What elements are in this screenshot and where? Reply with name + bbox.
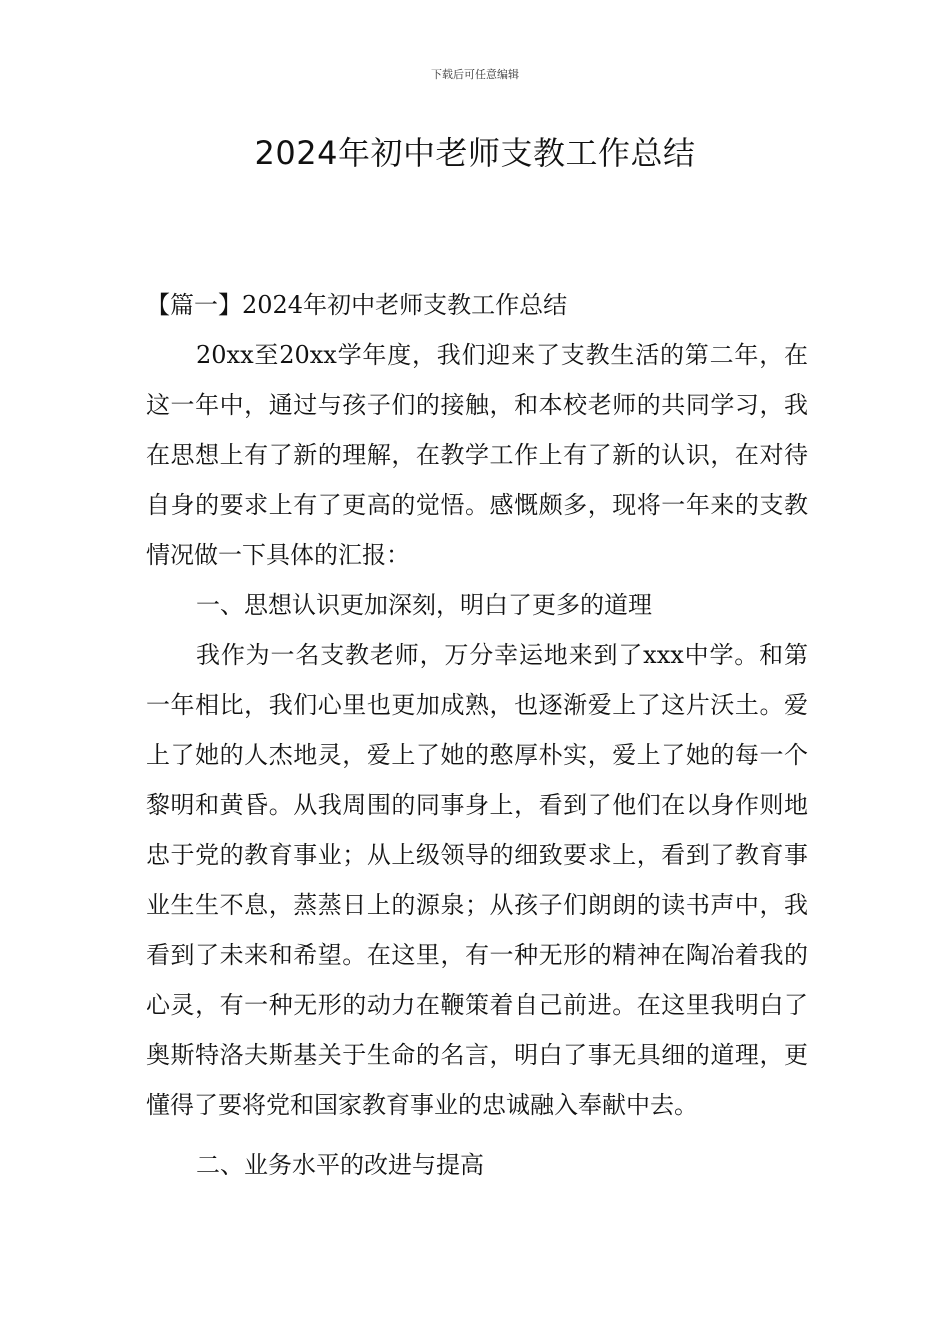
document-title: 2024年初中老师支教工作总结 <box>254 134 696 172</box>
document-body <box>146 280 808 1190</box>
body-paragraph-1: 我作为一名支教老师，万分幸运地来到了xxx中学。和第一年相比，我们心里也更加成熟，也逐渐爱上了这片沃土。爱上了她的人杰地灵，爱上了她的憨厚朴实，爱上了她的每一个黎明和黄昏。从我周围的同事身上，看到了他们在以身作则地忠于党的教育事业；从上级领导的细致要求上，看到了教育事业生生不息，蒸蒸日上的源泉；从孩子们朗朗的读书声中，我看到了未来和希望。在这里，有一种无形的精神在陶冶着我的心灵，有一种无形的动力在鞭策着自己前进。在这里我明白了奥斯特洛夫斯基关于生命的名言，明白了事无具细的道理，更懂得了要将党和国家教育事业的忠诚融入奉献中去。 <box>146 641 808 1119</box>
section-heading-2: 二、业务水平的改进与提高 <box>196 1151 484 1179</box>
section-heading-1: 一、思想认识更加深刻，明白了更多的道理 <box>196 591 652 619</box>
header-note: 下载后可任意编辑 <box>431 68 519 81</box>
part-heading: 【篇一】2024年初中老师支教工作总结 <box>146 291 568 319</box>
intro-paragraph: 20xx至20xx学年度，我们迎来了支教生活的第二年，在这一年中，通过与孩子们的接触，和本校老师的共同学习，我在思想上有了新的理解，在教学工作上有了新的认识，在对待自身的要求上有了更高的觉悟。感慨颇多，现将一年来的支教情况做一下具体的汇报： <box>146 341 808 569</box>
